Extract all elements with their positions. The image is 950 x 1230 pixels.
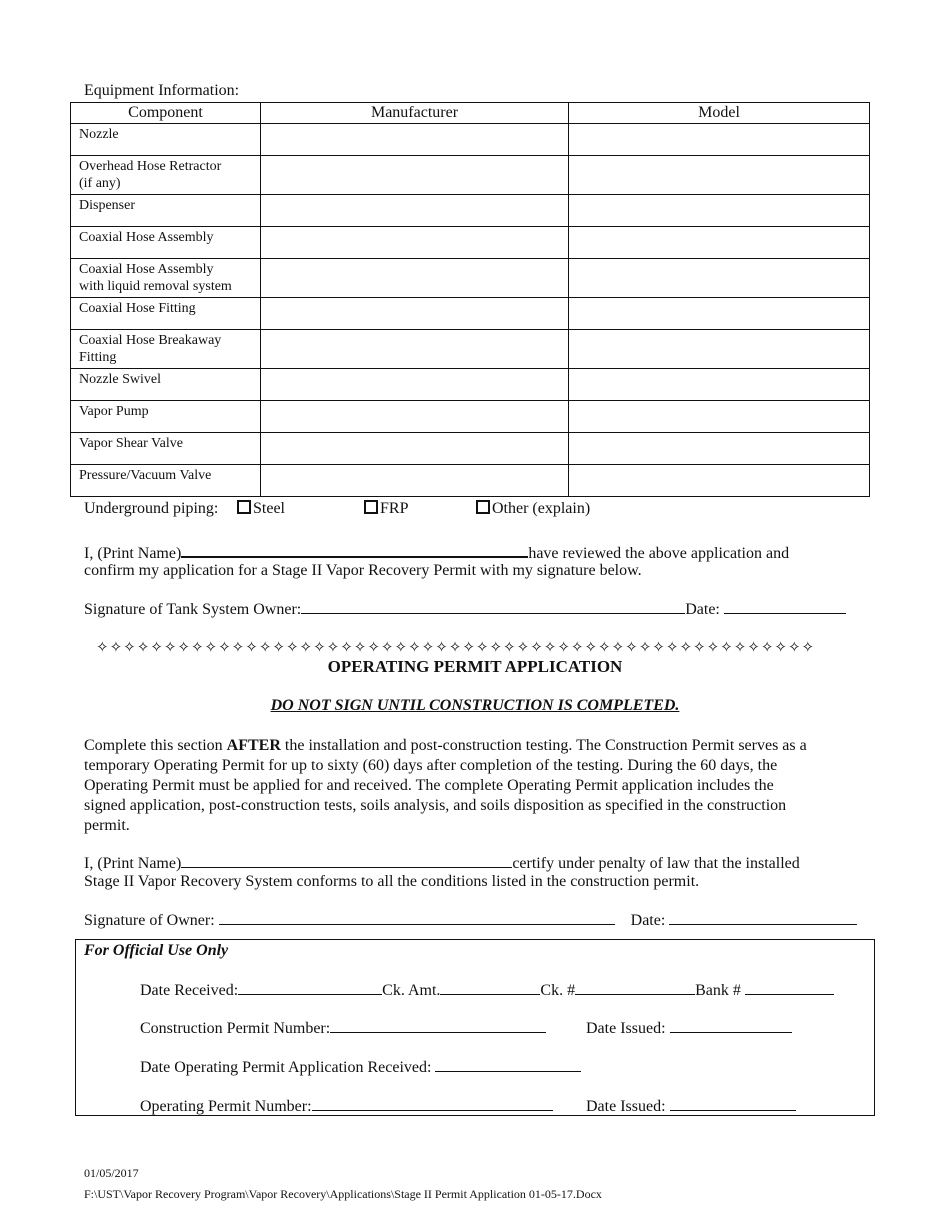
review-suffix: have reviewed the above application and	[528, 545, 790, 562]
official-row-date-issued	[586, 1018, 792, 1038]
component-name: Nozzle Swivel	[79, 372, 162, 387]
op-app-received-label: Date Operating Permit Application Received:	[140, 1059, 432, 1076]
table-header-row	[71, 103, 870, 124]
para-rest: the installation and post-construction testing. The Construction Permit serves as a	[280, 737, 807, 754]
component-cell	[71, 433, 261, 465]
component-cell	[71, 369, 261, 401]
official-row-construction	[140, 1018, 546, 1038]
op-app-received-field[interactable]	[435, 1057, 581, 1072]
date-issued-label: Date Issued:	[586, 1020, 666, 1037]
component-cell	[71, 330, 261, 369]
equipment-heading: Equipment Information:	[84, 82, 240, 99]
certify-line2: Stage II Vapor Recovery System conforms to all the conditions listed in the construction permit.	[84, 873, 700, 890]
model-cell[interactable]	[569, 259, 870, 298]
manufacturer-cell[interactable]	[261, 330, 569, 369]
component-cell	[71, 195, 261, 227]
official-use-box	[75, 939, 875, 1116]
component-name: Coaxial Hose Assembly	[79, 230, 214, 245]
manufacturer-cell[interactable]	[261, 259, 569, 298]
official-row-receipt	[140, 980, 834, 1000]
component-name-line2: (if any)	[79, 176, 121, 191]
piping-option-steel[interactable]	[237, 500, 285, 518]
component-name: Vapor Pump	[79, 404, 149, 419]
footer-date: 01/05/2017	[84, 1166, 139, 1180]
para-lead: Complete this section	[84, 737, 227, 754]
piping-option-other[interactable]	[476, 500, 590, 518]
manufacturer-cell[interactable]	[261, 195, 569, 227]
component-name: Vapor Shear Valve	[79, 436, 183, 451]
manufacturer-cell[interactable]	[261, 156, 569, 195]
column-header-model: Model	[569, 103, 870, 124]
component-name: Coaxial Hose Fitting	[79, 301, 196, 316]
operating-instructions	[84, 736, 884, 836]
table-row	[71, 195, 870, 227]
op-permit-number-field[interactable]	[312, 1096, 553, 1111]
date-issued-2-label: Date Issued:	[586, 1098, 666, 1115]
table-row	[71, 369, 870, 401]
operating-permit-title: OPERATING PERMIT APPLICATION	[327, 657, 623, 676]
tank-owner-date-label: Date:	[685, 601, 720, 618]
column-header-manufacturer: Manufacturer	[261, 103, 569, 124]
para-bold-after: AFTER	[226, 737, 281, 754]
other-checkbox[interactable]	[476, 500, 490, 514]
date-issued-2-field[interactable]	[670, 1096, 796, 1111]
date-received-field[interactable]	[238, 980, 382, 995]
model-cell[interactable]	[569, 330, 870, 369]
frp-checkbox[interactable]	[364, 500, 378, 514]
tank-owner-signature-field[interactable]	[301, 599, 685, 614]
construction-permit-label: Construction Permit Number:	[140, 1020, 331, 1037]
frp-label: FRP	[380, 500, 409, 517]
manufacturer-cell[interactable]	[261, 369, 569, 401]
table-row	[71, 156, 870, 195]
component-name: Overhead Hose Retractor	[79, 159, 222, 174]
table-row	[71, 298, 870, 330]
table-row	[71, 227, 870, 259]
piping-option-frp[interactable]	[364, 500, 408, 518]
model-cell[interactable]	[569, 401, 870, 433]
manufacturer-cell[interactable]	[261, 227, 569, 259]
construction-permit-field[interactable]	[330, 1018, 546, 1033]
para-line-5: permit.	[84, 817, 130, 834]
model-cell[interactable]	[569, 124, 870, 156]
component-name-line2: with liquid removal system	[79, 279, 232, 294]
review-statement	[84, 542, 789, 563]
other-label: Other (explain)	[492, 500, 591, 517]
manufacturer-cell[interactable]	[261, 433, 569, 465]
para-line-4: signed application, post-construction tests, soils analysis, and soils disposition as specified in the construction	[84, 797, 787, 814]
owner-signature-field[interactable]	[219, 910, 615, 925]
ck-number-label: Ck. #	[540, 982, 576, 999]
table-row	[71, 465, 870, 497]
diamond-divider: ✧✧✧✧✧✧✧✧✧✧✧✧✧✧✧✧✧✧✧✧✧✧✧✧✧✧✧✧✧✧✧✧✧✧✧✧✧✧✧✧✧✧✧✧✧✧✧✧✧✧✧✧✧	[96, 638, 816, 656]
table-row	[71, 401, 870, 433]
date-issued-field[interactable]	[670, 1018, 792, 1033]
component-cell	[71, 227, 261, 259]
official-row-op-permit	[140, 1096, 553, 1116]
equipment-table	[70, 102, 870, 497]
component-name: Dispenser	[79, 198, 135, 213]
review-line2: confirm my application for a Stage II Vapor Recovery Permit with my signature below.	[84, 562, 642, 579]
ck-amt-label: Ck. Amt.	[382, 982, 441, 999]
para-line-2: temporary Operating Permit for up to sixty (60) days after completion of the testing. During the 60 days, the	[84, 757, 778, 774]
official-use-title: For Official Use Only	[84, 942, 229, 959]
model-cell[interactable]	[569, 433, 870, 465]
component-cell	[71, 298, 261, 330]
tank-owner-signature-row	[84, 599, 846, 619]
steel-label: Steel	[253, 500, 285, 517]
certify-print-name-field[interactable]	[181, 853, 512, 868]
certify-statement	[84, 853, 800, 873]
component-cell	[71, 259, 261, 298]
tank-owner-signature-label: Signature of Tank System Owner:	[84, 601, 302, 618]
table-row	[71, 259, 870, 298]
model-cell[interactable]	[569, 369, 870, 401]
table-row	[71, 433, 870, 465]
component-cell	[71, 401, 261, 433]
manufacturer-cell[interactable]	[261, 401, 569, 433]
certify-print-name-label: I, (Print Name)	[84, 855, 182, 872]
component-name: Coaxial Hose Breakaway	[79, 333, 222, 348]
steel-checkbox[interactable]	[237, 500, 251, 514]
para-line-3: Operating Permit must be applied for and received. The complete Operating Permit application includes the	[84, 777, 774, 794]
component-name-line2: Fitting	[79, 350, 117, 365]
model-cell[interactable]	[569, 195, 870, 227]
do-not-sign-warning: DO NOT SIGN UNTIL CONSTRUCTION IS COMPLETED.	[270, 697, 680, 714]
manufacturer-cell[interactable]	[261, 124, 569, 156]
tank-owner-date-field[interactable]	[724, 599, 846, 614]
manufacturer-cell[interactable]	[261, 298, 569, 330]
manufacturer-cell[interactable]	[261, 465, 569, 497]
component-name: Pressure/Vacuum Valve	[79, 468, 212, 483]
op-permit-number-label: Operating Permit Number:	[140, 1098, 312, 1115]
official-row-op-app	[140, 1057, 581, 1077]
footer-file-path: F:\UST\Vapor Recovery Program\Vapor Recovery\Applications\Stage II Permit Application 01-05-17.Docx	[84, 1187, 602, 1201]
column-header-component: Component	[71, 103, 261, 124]
bank-number-field[interactable]	[745, 980, 834, 995]
component-cell	[71, 465, 261, 497]
model-cell[interactable]	[569, 298, 870, 330]
official-row-date-issued-2	[586, 1096, 796, 1116]
piping-label: Underground piping:	[84, 500, 219, 517]
model-cell[interactable]	[569, 227, 870, 259]
model-cell[interactable]	[569, 465, 870, 497]
print-name-label: I, (Print Name)	[84, 545, 182, 562]
owner-date-field[interactable]	[669, 910, 857, 925]
print-name-field[interactable]	[181, 542, 528, 558]
owner-signature-label: Signature of Owner:	[84, 912, 215, 929]
component-name: Coaxial Hose Assembly	[79, 262, 214, 277]
component-name: Nozzle	[79, 127, 119, 142]
table-row	[71, 124, 870, 156]
date-received-label: Date Received:	[140, 982, 239, 999]
component-cell	[71, 156, 261, 195]
ck-amt-field[interactable]	[440, 980, 540, 995]
table-row	[71, 330, 870, 369]
model-cell[interactable]	[569, 156, 870, 195]
component-cell	[71, 124, 261, 156]
ck-number-field[interactable]	[575, 980, 695, 995]
owner-signature-row	[84, 910, 857, 930]
bank-number-label: Bank #	[695, 982, 741, 999]
certify-suffix: certify under penalty of law that the installed	[512, 855, 800, 872]
owner-date-label: Date:	[630, 912, 666, 929]
